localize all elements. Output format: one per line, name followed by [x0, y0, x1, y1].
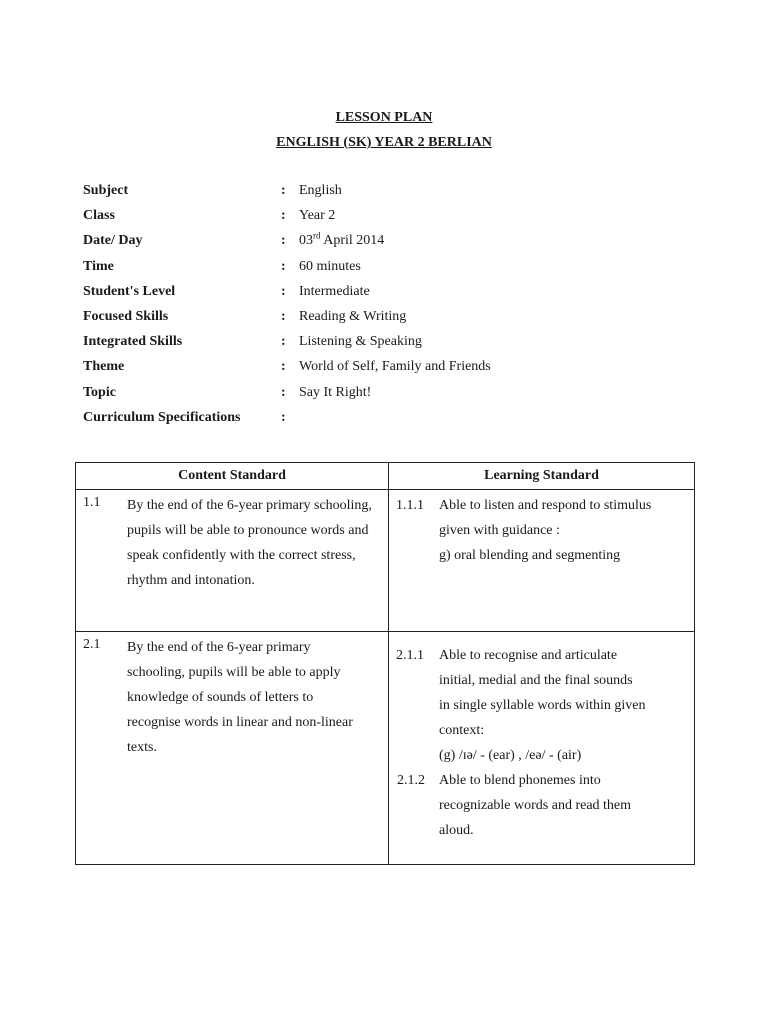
learning-standard-item [389, 493, 694, 568]
info-label: Subject [83, 183, 129, 198]
content-standard-number: 1.1 [83, 495, 101, 510]
info-label: Integrated Skills [83, 334, 183, 350]
info-colon: : [281, 183, 286, 198]
info-row-subject [83, 182, 683, 207]
table-row [76, 490, 695, 632]
info-value: Intermediate [299, 283, 370, 299]
text-line: Able to blend phonemes into [439, 773, 601, 788]
info-colon: : [281, 384, 286, 400]
info-label: Curriculum Specifications [83, 409, 241, 425]
info-value: Reading & Writing [299, 308, 407, 324]
class-subtitle: ENGLISH (SK) YEAR 2 BERLIAN [276, 135, 492, 150]
date-suffix: rd [313, 230, 321, 241]
text-line: rhythm and intonation. [127, 573, 255, 588]
content-standard-cell [76, 632, 389, 865]
learning-standard-item [389, 768, 694, 843]
text-line: (g) /ɪə/ - (ear) , /eə/ - (air) [439, 748, 582, 763]
info-row-date [83, 232, 683, 257]
info-value: English [299, 183, 342, 198]
info-row-curriculum [83, 409, 683, 434]
info-row-topic [83, 384, 683, 409]
text-line: By the end of the 6-year primary [127, 640, 311, 655]
text-line: aloud. [439, 823, 474, 838]
info-row-integrated-skills [83, 333, 683, 358]
text-line: in single syllable words within given [439, 698, 646, 713]
text-line: context: [439, 723, 485, 738]
info-value: 60 minutes [299, 258, 361, 274]
info-value [299, 232, 384, 249]
info-colon: : [281, 409, 286, 425]
learning-standard-number: 1.1.1 [396, 498, 424, 513]
standards-table [75, 462, 695, 865]
info-row-class [83, 207, 683, 232]
info-colon: : [281, 308, 286, 324]
text-line: schooling, pupils will be able to apply [127, 665, 341, 680]
info-colon: : [281, 283, 286, 299]
info-row-level [83, 283, 683, 308]
text-line: texts. [127, 740, 157, 755]
learning-standard-text [439, 643, 688, 768]
info-row-time [83, 258, 683, 283]
lesson-plan-title: LESSON PLAN [335, 110, 433, 125]
learning-standard-text [439, 768, 688, 843]
date-rest: April 2014 [320, 233, 385, 249]
info-colon: : [281, 334, 286, 350]
info-value: Listening & Speaking [299, 334, 422, 350]
text-line: initial, medial and the final sounds [439, 673, 633, 688]
info-label: Time [83, 258, 114, 274]
text-line: recognizable words and read them [439, 798, 632, 813]
info-label: Student's Level [83, 283, 176, 299]
info-colon: : [281, 258, 286, 274]
learning-standard-text [439, 493, 688, 568]
learning-standard-header: Learning Standard [389, 463, 695, 490]
text-line: Able to listen and respond to stimulus [439, 498, 652, 513]
date-day: 03 [299, 233, 313, 249]
content-standard-header: Content Standard [76, 463, 389, 490]
learning-standard-cell [389, 490, 695, 632]
text-line: knowledge of sounds of letters to [127, 690, 314, 705]
info-value: Year 2 [299, 208, 336, 224]
info-value: Say It Right! [299, 384, 372, 400]
table-header-row [76, 463, 695, 490]
text-line: By the end of the 6-year primary schooling, [127, 498, 372, 513]
info-label: Topic [83, 384, 116, 400]
text-line: g) oral blending and segmenting [439, 548, 621, 563]
info-label: Focused Skills [83, 308, 169, 324]
info-label: Class [83, 208, 115, 224]
table-row [76, 632, 695, 865]
info-value: World of Self, Family and Friends [299, 359, 491, 375]
text-line: Able to recognise and articulate [439, 648, 618, 663]
info-row-focused-skills [83, 308, 683, 333]
content-standard-number: 2.1 [83, 637, 101, 652]
learning-standard-cell [389, 632, 695, 865]
text-line: recognise words in linear and non-linear [127, 715, 353, 730]
content-standard-text [127, 635, 380, 760]
info-row-theme [83, 358, 683, 383]
content-standard-text [127, 493, 380, 593]
learning-standard-number: 2.1.2 [397, 773, 425, 788]
info-colon: : [281, 359, 286, 375]
text-line: speak confidently with the correct stress, [127, 548, 356, 563]
info-colon: : [281, 208, 286, 224]
content-standard-cell [76, 490, 389, 632]
learning-standard-item [389, 643, 694, 768]
text-line: given with guidance : [439, 523, 560, 538]
learning-standard-number: 2.1.1 [396, 648, 424, 663]
text-line: pupils will be able to pronounce words and [127, 523, 369, 538]
info-colon: : [281, 233, 286, 249]
info-label: Theme [83, 359, 125, 375]
lesson-info [83, 182, 683, 434]
info-label: Date/ Day [83, 233, 143, 249]
